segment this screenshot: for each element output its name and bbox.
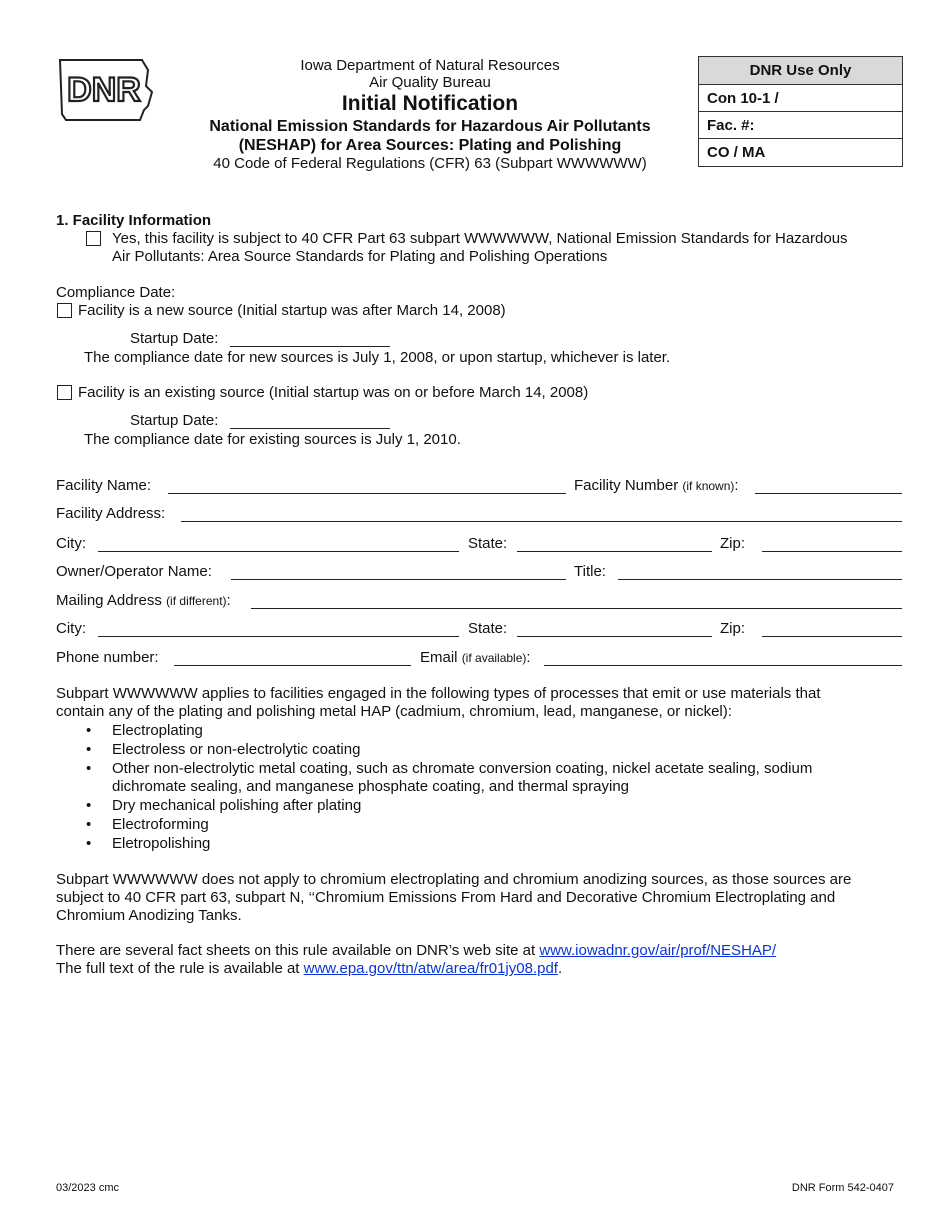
footer-form-number: DNR Form 542-0407 bbox=[791, 1182, 894, 1194]
list-item: • Dry mechanical polishing after plating bbox=[56, 797, 906, 815]
list-item: • Electroplating bbox=[56, 722, 906, 740]
footer-revision: 03/2023 cmc bbox=[56, 1182, 119, 1194]
mailing-city-input[interactable] bbox=[98, 636, 459, 637]
new-source-note: The compliance date for new sources is July 1, 2008, or upon startup, whichever is later. bbox=[84, 349, 671, 366]
new-startup-date-input[interactable] bbox=[230, 346, 390, 347]
owner-name-label: Owner/Operator Name: bbox=[56, 563, 212, 580]
dnr-use-only-box bbox=[698, 56, 903, 167]
form-header bbox=[190, 57, 670, 172]
mailing-zip-input[interactable] bbox=[762, 636, 902, 637]
fact-sheets-line: There are several fact sheets on this rule available on DNR’s web site at www.iowadnr.gov/air/prof/NESHAP/ bbox=[56, 942, 777, 959]
city-label: City: bbox=[56, 535, 86, 552]
mailing-state-label: State: bbox=[468, 620, 508, 637]
phone-label: Phone number: bbox=[56, 649, 159, 666]
facility-number-input[interactable] bbox=[755, 493, 902, 494]
exclusion-line-1: Subpart WWWWWW does not apply to chromium electroplating and chromium anodizing sources, as those sources are bbox=[56, 871, 852, 888]
facility-number-label: Facility Number (if known): bbox=[574, 477, 739, 494]
con-field[interactable]: Con 10-1 / bbox=[699, 85, 902, 112]
new-startup-date-label: Startup Date: bbox=[130, 330, 219, 347]
dnr-use-only-heading: DNR Use Only bbox=[699, 57, 902, 85]
email-label: Email (if available): bbox=[420, 649, 531, 666]
new-source-label: Facility is a new source (Initial startup was after March 14, 2008) bbox=[78, 302, 506, 319]
facility-address-label: Facility Address: bbox=[56, 505, 166, 522]
compliance-date-label: Compliance Date: bbox=[56, 284, 176, 301]
email-input[interactable] bbox=[544, 665, 902, 666]
exclusion-line-3: Chromium Anodizing Tanks. bbox=[56, 907, 242, 924]
existing-source-label: Facility is an existing source (Initial startup was on or before March 14, 2008) bbox=[78, 384, 589, 401]
list-item-continuation: dichromate sealing, and manganese phosphate coating, and thermal spraying bbox=[112, 778, 630, 795]
owner-name-input[interactable] bbox=[231, 579, 566, 580]
epa-rule-link[interactable]: www.epa.gov/ttn/atw/area/fr01jy08.pdf bbox=[303, 960, 558, 977]
bureau-name: Air Quality Bureau bbox=[369, 74, 491, 91]
facility-name-label: Facility Name: bbox=[56, 477, 152, 494]
section-1-heading: 1. Facility Information bbox=[56, 212, 212, 229]
co-ma-field[interactable]: CO / MA bbox=[707, 144, 766, 161]
full-rule-line: The full text of the rule is available at www.epa.gov/ttn/atw/area/fr01jy08.pdf. bbox=[56, 960, 563, 977]
mailing-city-label: City: bbox=[56, 620, 86, 637]
facility-name-input[interactable] bbox=[168, 493, 566, 494]
new-source-checkbox[interactable] bbox=[57, 303, 72, 320]
logo-text: DNR bbox=[67, 71, 141, 109]
mailing-address-input[interactable] bbox=[251, 608, 902, 609]
mailing-zip-label: Zip: bbox=[720, 620, 746, 637]
state-input[interactable] bbox=[517, 551, 712, 552]
mailing-state-input[interactable] bbox=[517, 636, 712, 637]
zip-input[interactable] bbox=[762, 551, 902, 552]
subject-text-line-2: Air Pollutants: Area Source Standards for Plating and Polishing Operations bbox=[112, 248, 608, 265]
city-input[interactable] bbox=[98, 551, 459, 552]
facility-address-input[interactable] bbox=[181, 521, 902, 522]
existing-startup-date-input[interactable] bbox=[230, 428, 390, 429]
cfr-reference: 40 Code of Federal Regulations (CFR) 63 (Subpart WWWWWW) bbox=[213, 155, 647, 172]
phone-input[interactable] bbox=[174, 665, 411, 666]
zip-label: Zip: bbox=[720, 535, 746, 552]
existing-source-note: The compliance date for existing sources is July 1, 2010. bbox=[84, 431, 461, 448]
existing-startup-date-label: Startup Date: bbox=[130, 412, 219, 429]
subtitle-line-1: National Emission Standards for Hazardous Air Pollutants bbox=[209, 118, 651, 135]
exclusion-line-2: subject to 40 CFR part 63, subpart N, ‘‘Chromium Emissions From Hard and Decorative Chromium Electroplating and bbox=[56, 889, 836, 906]
title-input[interactable] bbox=[618, 579, 902, 580]
dnr-neshap-link[interactable]: www.iowadnr.gov/air/prof/NESHAP/ bbox=[539, 942, 777, 959]
subtitle-line-2: (NESHAP) for Area Sources: Plating and Polishing bbox=[238, 137, 622, 154]
list-item: • Eletropolishing bbox=[56, 835, 906, 853]
subject-text-line-1: Yes, this facility is subject to 40 CFR Part 63 subpart WWWWWW, National Emission Standards for Hazardous bbox=[112, 230, 848, 247]
mailing-address-label: Mailing Address (if different): bbox=[56, 592, 231, 609]
list-item: • Electroforming bbox=[56, 816, 906, 834]
dnr-logo bbox=[56, 56, 156, 126]
agency-name: Iowa Department of Natural Resources bbox=[300, 57, 560, 74]
state-label: State: bbox=[468, 535, 508, 552]
process-list bbox=[56, 722, 906, 853]
page-title: Initial Notification bbox=[341, 92, 519, 115]
title-label: Title: bbox=[574, 563, 606, 580]
existing-source-checkbox[interactable] bbox=[57, 385, 72, 402]
list-item: • Other non-electrolytic metal coating, such as chromate conversion coating, nickel acetate sealing, sodium bbox=[56, 760, 906, 778]
applicability-intro-1: Subpart WWWWWW applies to facilities engaged in the following types of processes that emit or use materials that bbox=[56, 685, 821, 702]
list-item: • Electroless or non-electrolytic coating bbox=[56, 741, 906, 759]
fac-number-field[interactable]: Fac. #: bbox=[699, 112, 902, 139]
subject-checkbox[interactable] bbox=[86, 231, 101, 248]
applicability-intro-2: contain any of the plating and polishing metal HAP (cadmium, chromium, lead, manganese, or nickel): bbox=[56, 703, 732, 720]
